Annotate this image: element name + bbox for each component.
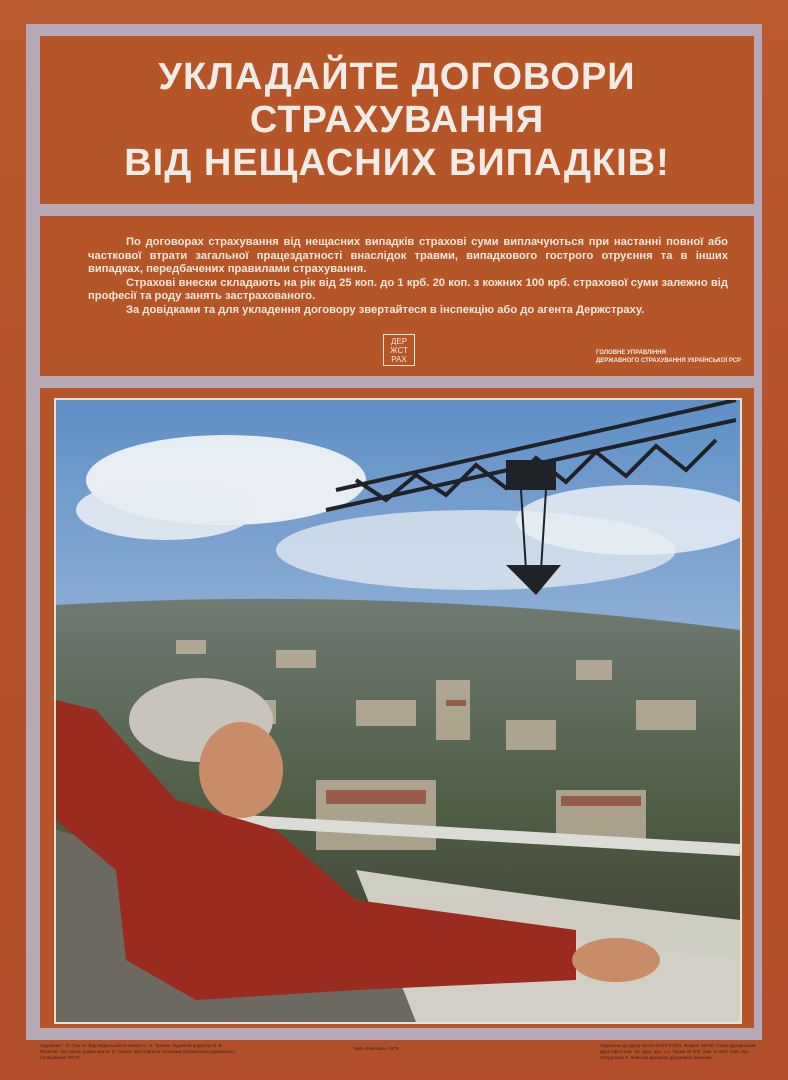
photo-panel — [40, 388, 754, 1028]
org-line-1: ГОЛОВНЕ УПРАВЛІННЯ — [596, 350, 666, 356]
photo-illustration — [56, 400, 740, 1022]
title-line-3: ВІД НЕЩАСНИХ ВИПАДКІВ! — [124, 141, 670, 184]
construction-worker-photo — [54, 398, 742, 1024]
logo-line-2: ЖСТ — [390, 345, 408, 355]
org-line-2: ДЕРЖАВНОГО СТРАХУВАННЯ УКРАЇНСЬКОЇ РСР — [596, 357, 742, 364]
logo-line-1: ДЕР — [390, 336, 408, 346]
footer-publisher: Київ «Реклама» 1979 — [354, 1046, 399, 1051]
title-panel — [40, 36, 754, 204]
text-panel — [40, 216, 754, 376]
body-paragraph-2: Страхові внески складають на рік від 25 коп. до 1 крб. 20 коп. з кожних 100 крб. страхової суми залежно від професії та роду занять застрахованого. — [88, 276, 728, 303]
organization-name — [596, 350, 756, 365]
logo-line-3: РАХ — [391, 354, 407, 364]
footer-print-info: Підписано до друку 10.VII.79 БФ 07301. Формат 60×90. Папір друкарський. Друк офсетний. Ум. друк. арк. 4,1. Тираж 20 000. Зам. 9-1823. Київ, вул. Свердлова, 6. Київська фабрика друкованої реклами. — [600, 1043, 757, 1060]
body-text — [88, 236, 728, 318]
title-line-1: УКЛАДАЙТЕ ДОГОВОРИ — [158, 55, 636, 98]
footer-credits: Художник Г. П. Гузь та. Відповідальний за випуск С. Н. Трохим. Художній редактор В. В. Яковлев. Заступник редактора М. О. Сеньм. Виготовлено Головним управлінням державного страхування УРСР. — [40, 1043, 235, 1060]
body-paragraph-3: За довідками та для укладення договору звертайтеся в інспекцію або до агента Держстраху. — [126, 303, 645, 316]
body-paragraph-1: По договорах страхування від нещасних випадків страхові суми виплачуються при настанні повної або часткової втрати загальної працездатності внаслідок травми, випадкового гострого отруєння та в інших випадках, передбачених правилами страхування. — [88, 236, 728, 276]
derzhstrakh-logo — [383, 334, 415, 366]
title-line-2: СТРАХУВАННЯ — [249, 98, 545, 141]
